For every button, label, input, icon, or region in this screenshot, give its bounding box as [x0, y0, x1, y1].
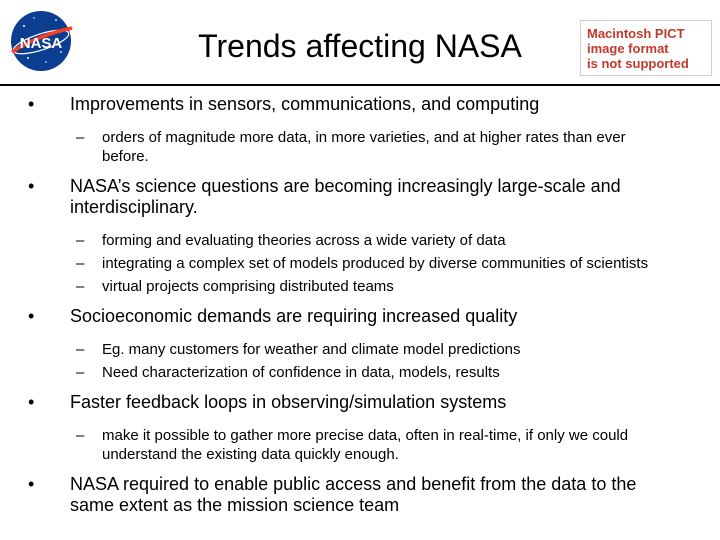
bullet-marker: •	[28, 94, 35, 114]
slide-title: Trends affecting NASA	[198, 28, 522, 64]
sub-bullet-marker: –	[76, 427, 85, 444]
sub-bullet-marker: –	[76, 364, 85, 381]
bullet-text: Faster feedback loops in observing/simulation systems	[70, 392, 507, 412]
bullet-item	[0, 176, 670, 218]
sub-bullet-marker: –	[76, 232, 85, 249]
bullet-list	[0, 94, 720, 516]
badge-line: is not supported	[587, 55, 689, 71]
sub-bullet-list	[0, 340, 720, 382]
sub-bullet-list	[0, 231, 720, 296]
badge-line: image format	[587, 40, 669, 56]
sub-bullet-marker: –	[76, 341, 85, 358]
sub-bullet-text: virtual projects comprising distributed teams	[102, 278, 394, 295]
sub-bullet-item	[0, 128, 662, 166]
sub-bullet-marker: –	[76, 255, 85, 272]
sub-bullet-text: Need characterization of confidence in data, models, results	[102, 364, 500, 381]
sub-bullet-item	[0, 363, 662, 382]
sub-bullet-marker: –	[76, 278, 85, 295]
sub-bullet-marker: –	[76, 129, 85, 146]
nasa-logo-text: NASA	[19, 35, 63, 52]
bullet-text: NASA’s science questions are becoming increasingly large-scale and interdisciplinary.	[70, 176, 621, 217]
bullet-text: Improvements in sensors, communications, and computing	[70, 94, 540, 114]
sub-bullet-item	[0, 254, 662, 273]
bullet-item	[0, 392, 670, 413]
bullet-item	[0, 306, 670, 327]
bullet-text: Socioeconomic demands are requiring increased quality	[70, 306, 518, 326]
badge-line: Macintosh PICT	[587, 25, 685, 41]
title-divider	[0, 84, 720, 86]
sub-bullet-text: make it possible to gather more precise data, often in real-time, if only we could understand the existing data quickly enough.	[102, 427, 629, 463]
bullet-marker: •	[28, 474, 35, 494]
bullet-marker: •	[28, 176, 35, 196]
sub-bullet-item	[0, 426, 662, 464]
sub-bullet-text: integrating a complex set of models produced by diverse communities of scientists	[102, 255, 649, 272]
sub-bullet-item	[0, 231, 662, 250]
sub-bullet-item	[0, 277, 662, 296]
bullet-text: NASA required to enable public access and benefit from the data to the same extent as the mission science team	[70, 474, 637, 515]
bullet-marker: •	[28, 306, 35, 326]
bullet-item	[0, 474, 670, 516]
sub-bullet-text: Eg. many customers for weather and climate model predictions	[102, 341, 521, 358]
bullet-marker: •	[28, 392, 35, 412]
sub-bullet-item	[0, 340, 662, 359]
sub-bullet-list	[0, 426, 720, 464]
bullet-item	[0, 94, 670, 115]
sub-bullet-list	[0, 128, 720, 166]
sub-bullet-text: forming and evaluating theories across a wide variety of data	[102, 232, 506, 249]
sub-bullet-text: orders of magnitude more data, in more varieties, and at higher rates than ever before.	[102, 129, 626, 165]
